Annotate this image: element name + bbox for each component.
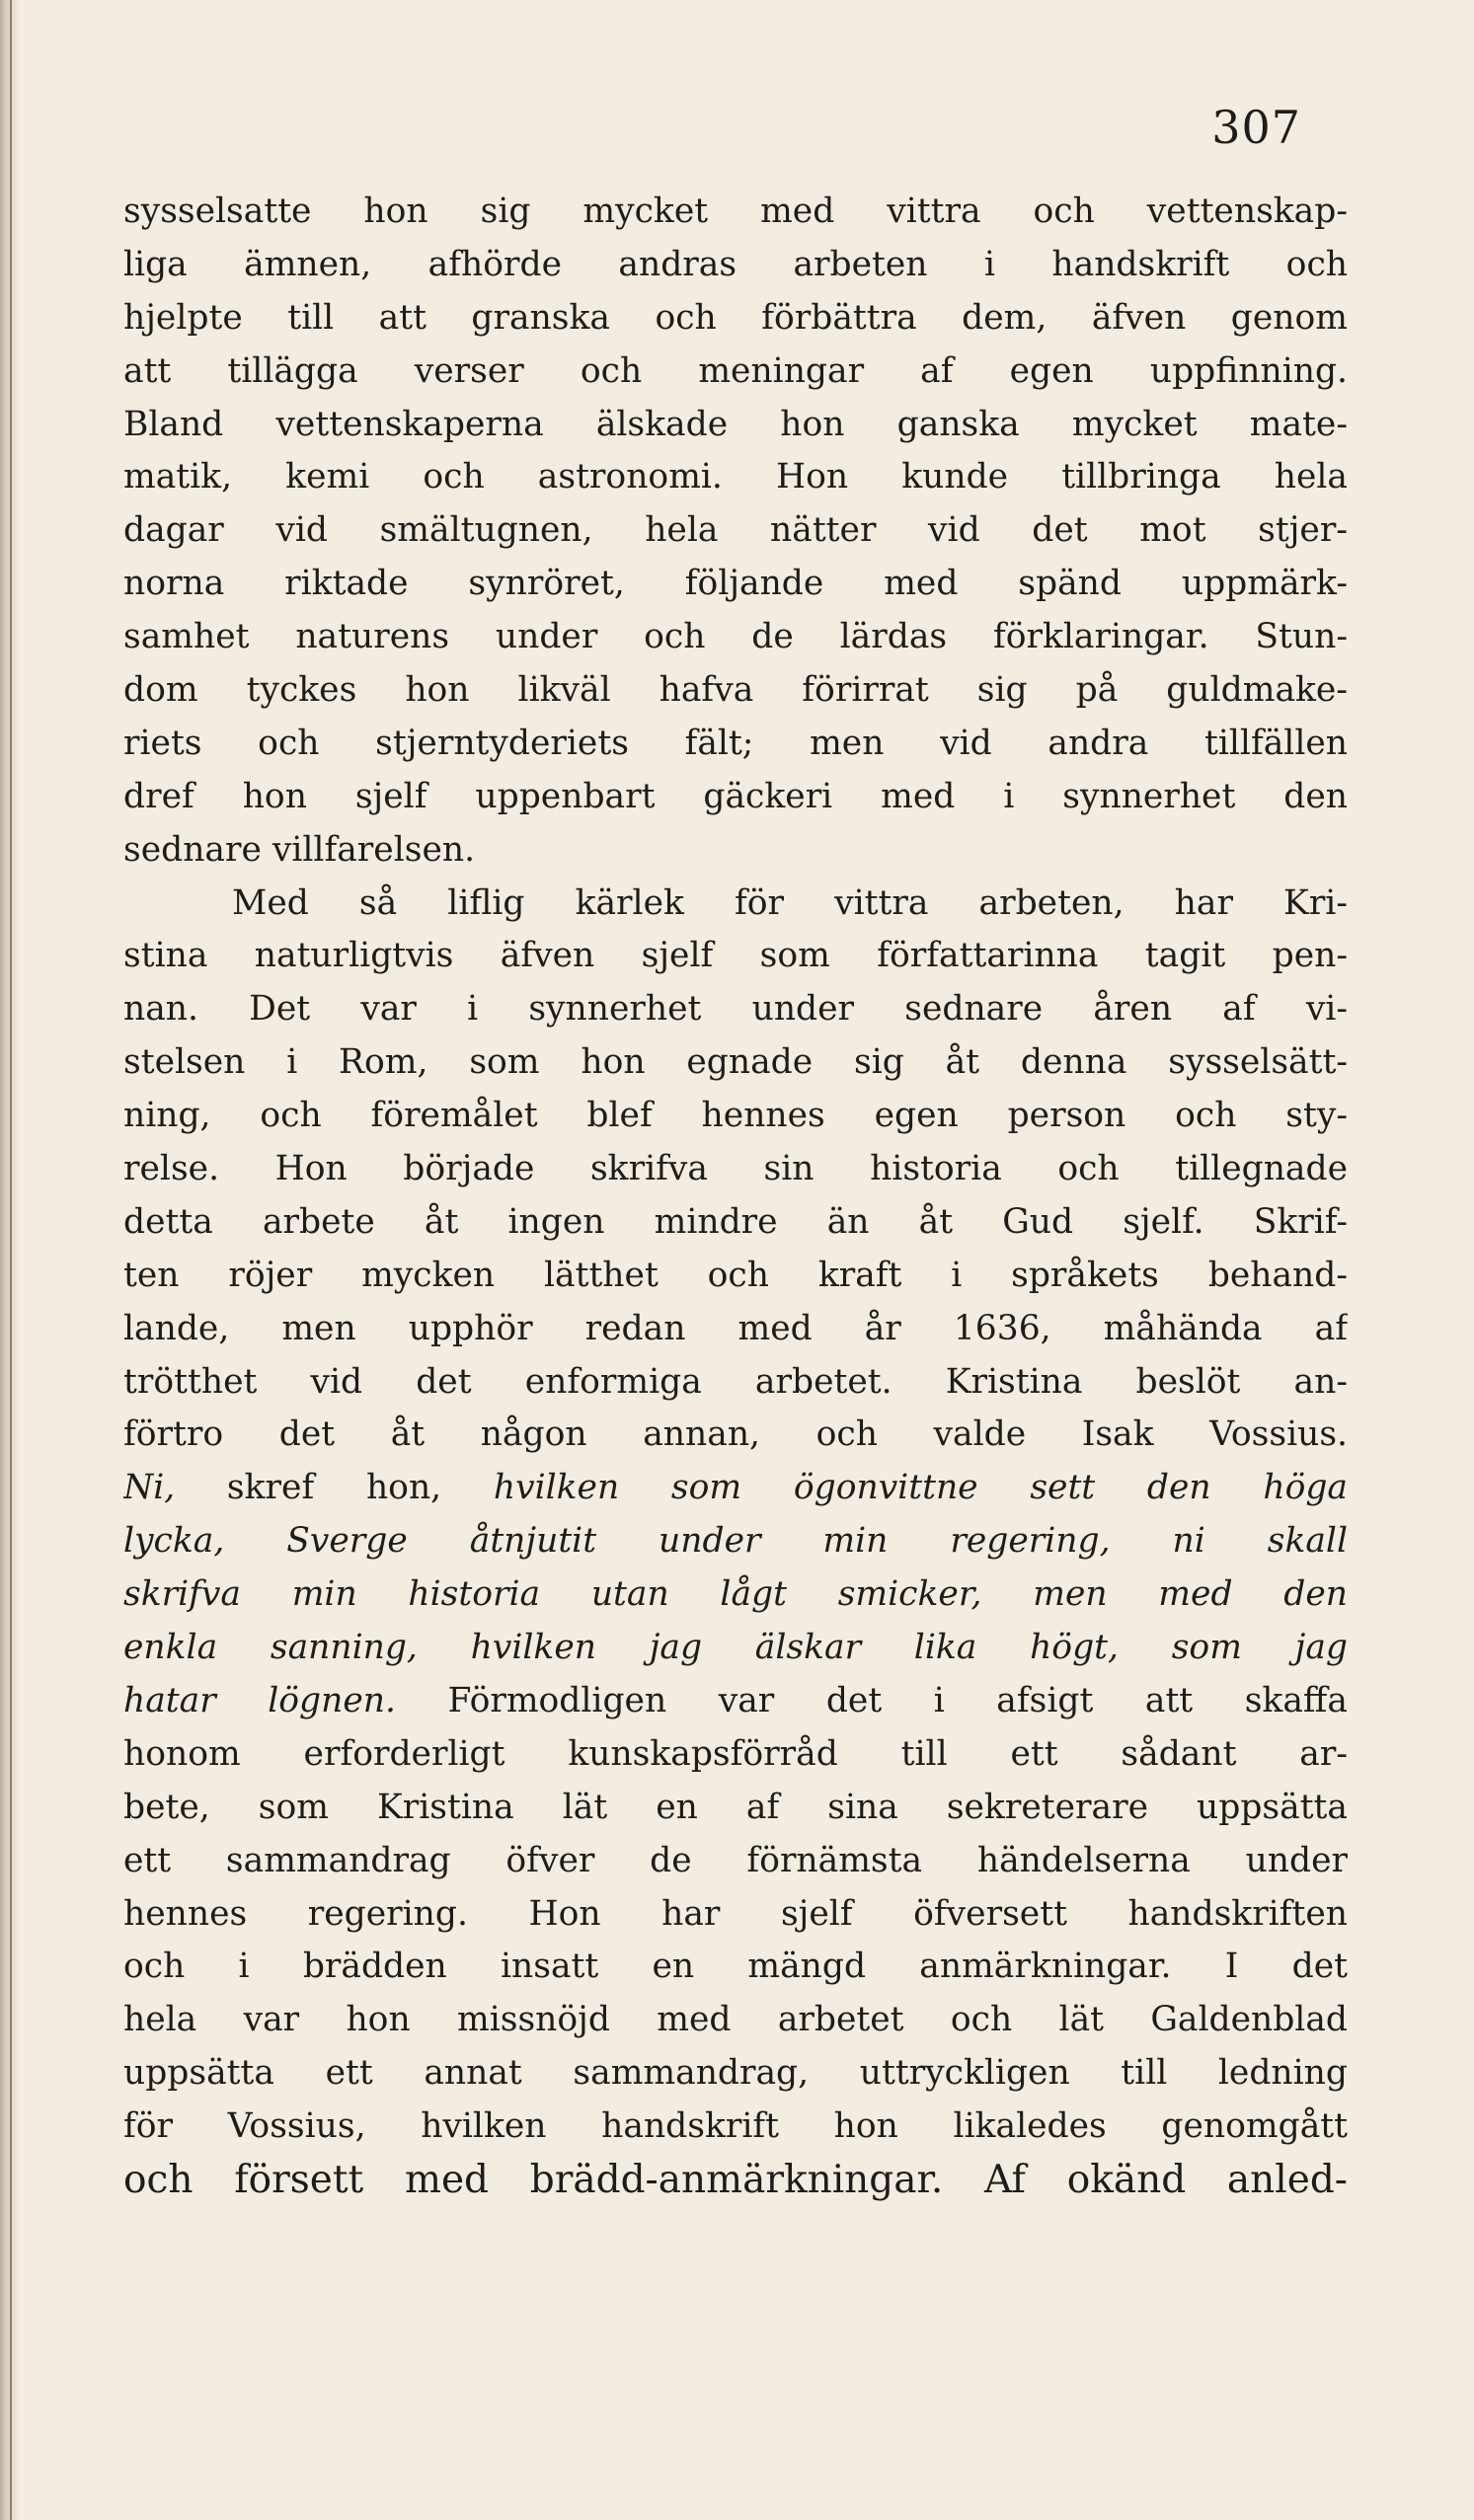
text-line — [123, 771, 1348, 824]
text-segment: Förmodligen var det i afsigt att skaffa — [395, 1680, 1348, 1720]
text-line-content: hela var hon missnöjd med arbetet och lät Galdenblad — [123, 2000, 1348, 2040]
italic-quote: Ni, — [123, 1468, 176, 1508]
text-line — [123, 2100, 1348, 2154]
text-line-content: Med så liflig kärlek för vittra arbeten, har Kri- — [232, 882, 1348, 923]
text-line-content: och i brädden insatt en mängd anmärkningar. I det — [123, 1947, 1348, 1987]
text-line-content: förtro det åt någon annan, och valde Isak Vossius. — [123, 1414, 1348, 1455]
text-line-content: honom erforderligt kunskapsförråd till ett sådant ar- — [123, 1733, 1348, 1774]
text-line — [123, 239, 1348, 292]
text-line-content: bete, som Kristina lät en af sina sekreterare uppsätta — [123, 1787, 1348, 1827]
text-line-content: liga ämnen, afhörde andras arbeten i handskrift och — [123, 244, 1348, 284]
text-line-content: att tillägga verser och meningar af egen uppfinning. — [123, 350, 1348, 391]
text-line-content: uppsätta ett annat sammandrag, uttryckligen till ledning — [123, 2053, 1348, 2094]
text-line-content: för Vossius, hvilken handskrift hon likaledes genomgått — [123, 2106, 1348, 2147]
text-line — [123, 1888, 1348, 1942]
text-line — [123, 1250, 1348, 1303]
italic-quote: hatar lögnen. — [123, 1680, 396, 1720]
text-line-content: lande, men upphör redan med år 1636, måhända af — [123, 1308, 1348, 1348]
text-line-content: stina naturligtvis äfven sjelf som författarinna tagit pen- — [123, 936, 1348, 976]
text-line-content: norna riktade synröret, följande med spänd uppmärk- — [123, 564, 1348, 604]
text-line-content: sysselsatte hon sig mycket med vittra och vettenskap- — [123, 191, 1348, 231]
text-line-content: sednare villfarelsen. — [123, 829, 476, 870]
text-line-content: Bland vettenskaperna älskade hon ganska mycket mate- — [123, 404, 1348, 444]
text-line — [123, 2047, 1348, 2100]
text-line — [123, 1090, 1348, 1143]
body-text — [123, 186, 1348, 2207]
text-line — [123, 930, 1348, 983]
italic-quote: lycka, Sverge åtnjutit under min regering, ni skall — [123, 1521, 1348, 1562]
text-line — [123, 1568, 1348, 1622]
text-line — [123, 824, 1348, 878]
text-segment: skref hon, — [175, 1468, 494, 1508]
text-line-content: riets och stjerntyderiets fält; men vid andra tillfällen — [123, 723, 1348, 763]
text-line — [123, 1675, 1348, 1728]
text-line — [123, 718, 1348, 771]
text-line-content: dref hon sjelf uppenbart gäckeri med i synnerhet den — [123, 776, 1348, 816]
text-line — [123, 2154, 1348, 2207]
text-line-content: hjelpte till att granska och förbättra dem, äfven genom — [123, 297, 1348, 338]
text-line — [123, 1782, 1348, 1835]
text-line — [123, 1622, 1348, 1675]
text-line — [123, 1036, 1348, 1090]
text-line-content: detta arbete åt ingen mindre än åt Gud sjelf. Skrif- — [123, 1201, 1348, 1242]
text-line-content: trötthet vid det enformiga arbetet. Kristina beslöt an- — [123, 1361, 1348, 1402]
page-binding-edge — [0, 0, 18, 2520]
text-line-content: relse. Hon började skrifva sin historia och tillegnade — [123, 1149, 1348, 1189]
text-line — [123, 345, 1348, 399]
text-line — [123, 558, 1348, 611]
text-line-content: hennes regering. Hon har sjelf öfversett handskriften — [123, 1893, 1348, 1934]
text-line — [123, 1356, 1348, 1410]
text-line — [123, 292, 1348, 345]
page-binding-line — [10, 0, 12, 2520]
text-line — [123, 1835, 1348, 1888]
italic-quote: hvilken som ögonvittne sett den höga — [493, 1468, 1348, 1508]
page-number: 307 — [1211, 101, 1301, 154]
text-line — [123, 1728, 1348, 1782]
text-line — [123, 1409, 1348, 1462]
text-line — [123, 1143, 1348, 1196]
italic-quote: skrifva min historia utan lågt smicker, men med den — [123, 1574, 1348, 1615]
text-line — [123, 451, 1348, 504]
text-line-content: samhet naturens under och de lärdas förklaringar. Stun- — [123, 617, 1348, 657]
text-line-content: ten röjer mycken lätthet och kraft i språkets behand- — [123, 1255, 1348, 1295]
text-line — [123, 1462, 1348, 1515]
text-line-content: och försett med brädd-anmärkningar. Af okänd anled- — [123, 2157, 1348, 2202]
italic-quote: enkla sanning, hvilken jag älskar lika högt, som jag — [123, 1628, 1348, 1668]
text-line — [123, 1303, 1348, 1356]
text-line — [123, 1941, 1348, 1994]
text-line-content: ning, och föremålet blef hennes egen person och sty- — [123, 1096, 1348, 1136]
text-line — [123, 983, 1348, 1036]
text-line-content: matik, kemi och astronomi. Hon kunde tillbringa hela — [123, 457, 1348, 497]
text-line — [123, 1994, 1348, 2047]
text-line — [123, 504, 1348, 558]
text-line — [123, 1515, 1348, 1568]
text-line — [123, 186, 1348, 239]
text-line-content: dom tyckes hon likväl hafva förirrat sig på guldmake- — [123, 670, 1348, 711]
text-line — [123, 1196, 1348, 1250]
text-line — [123, 878, 1348, 931]
text-line — [123, 399, 1348, 452]
text-line-content: dagar vid smältugnen, hela nätter vid det mot stjer- — [123, 510, 1348, 551]
text-line-content: nan. Det var i synnerhet under sednare åren af vi- — [123, 989, 1348, 1030]
text-line — [123, 664, 1348, 718]
text-line-content: ett sammandrag öfver de förnämsta händelserna under — [123, 1840, 1348, 1880]
text-line-content: stelsen i Rom, som hon egnade sig åt denna sysselsätt- — [123, 1042, 1348, 1083]
text-line — [123, 611, 1348, 664]
